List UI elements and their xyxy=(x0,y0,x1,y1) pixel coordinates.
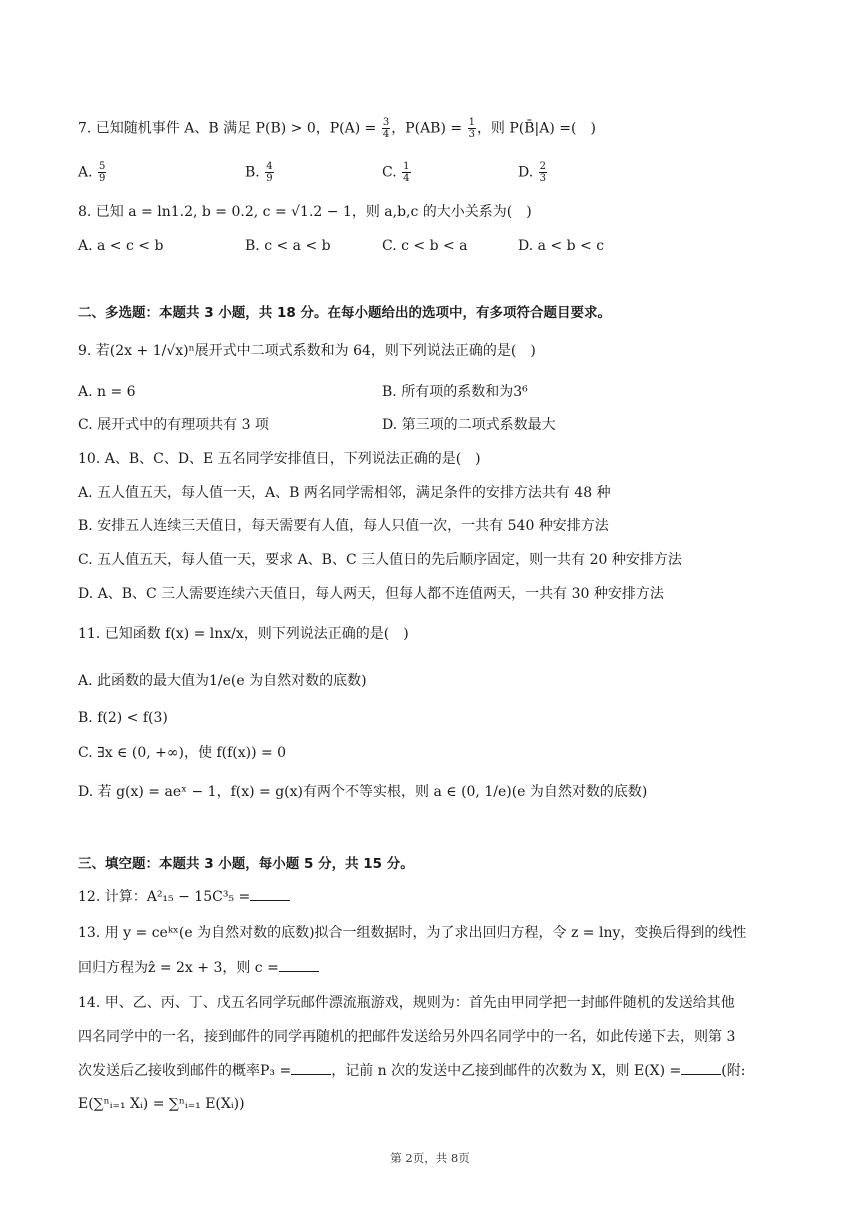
q14-text-c: (附: xyxy=(721,1063,746,1079)
q9-option-c: C. 展开式中的有理项共有 3 项 xyxy=(78,417,269,433)
q10-option-a: A. 五人值五天，每人值一天，A、B 两名同学需相邻，满足条件的安排方法共有 48 种 xyxy=(78,485,611,501)
frac-numerator: 2 xyxy=(539,161,547,172)
q13-answer-blank[interactable] xyxy=(279,957,319,972)
q11-option-b: B. f(2) < f(3) xyxy=(78,710,168,726)
q10-option-c: C. 五人值五天，每人值一天，要求 A、B、C 三人值日的先后顺序固定，则一共有 20 种安排方法 xyxy=(78,552,682,568)
frac-denominator: 3 xyxy=(468,129,475,140)
q7-option-d xyxy=(518,161,548,184)
section-2-title: 二、多选题：本题共 3 小题，共 18 分。在每小题给出的选项中，有多项符合题目要求。 xyxy=(78,305,611,321)
q14-answer-blank-1[interactable] xyxy=(291,1060,331,1075)
frac-numerator: 3 xyxy=(382,117,390,128)
option-frac xyxy=(265,161,273,184)
page-footer: 第 2页，共 8页 xyxy=(390,1151,470,1165)
q14-text-b: ，记前 n 次的发送中乙接到邮件的次数为 X，则 E(X) = xyxy=(331,1063,682,1079)
q14-line-2: 四名同学中的一名，接到邮件的同学再随机的把邮件发送给另外四名同学中的一名，如此传递下去，则第 3 xyxy=(78,1029,736,1045)
q14-line-1: 14. 甲、乙、丙、丁、戊五名同学玩邮件漂流瓶游戏，规则为：首先由甲同学把一封邮件随机的发送给其他 xyxy=(78,995,735,1011)
q8-option-b: B. c < a < b xyxy=(245,238,331,254)
q7-frac-2 xyxy=(468,117,476,140)
q13-text: 回归方程为ẑ = 2x + 3，则 c = xyxy=(78,960,279,976)
frac-numerator: 4 xyxy=(266,161,273,172)
q13-line-1: 13. 用 y = ceᵏˣ(e 为自然对数的底数)拟合一组数据时，为了求出回归方程，令 z = lny，变换后得到的线性 xyxy=(78,925,747,941)
q12-stem xyxy=(78,886,290,908)
q9-option-d: D. 第三项的二项式系数最大 xyxy=(382,417,556,433)
option-frac xyxy=(402,161,410,184)
frac-numerator: 1 xyxy=(403,161,410,172)
q9-stem: 9. 若(2x + 1/√x)ⁿ展开式中二项式系数和为 64，则下列说法正确的是( ) xyxy=(78,343,536,359)
option-label: A. xyxy=(78,164,98,181)
q8-stem: 8. 已知 a = ln1.2, b = 0.2, c = √1.2 − 1，则 a,b,c 的大小关系为( ) xyxy=(78,204,532,220)
q12-text: 12. 计算：A²₁₅ − 15C³₅ = xyxy=(78,889,251,905)
q11-option-a: A. 此函数的最大值为1/e(e 为自然对数的底数) xyxy=(78,673,367,689)
q14-text-a: 次发送后乙接收到邮件的概率P₃ = xyxy=(78,1063,292,1079)
frac-denominator: 4 xyxy=(382,129,390,140)
section-3-title: 三、填空题：本题共 3 小题，每小题 5 分，共 15 分。 xyxy=(78,856,414,872)
option-label: D. xyxy=(518,164,538,181)
q14-line-3 xyxy=(78,1060,745,1082)
q7-option-c xyxy=(382,161,412,184)
frac-denominator: 9 xyxy=(266,173,273,184)
q8-option-a: A. a < c < b xyxy=(78,238,164,254)
frac-numerator: 1 xyxy=(468,117,475,128)
q11-option-c: C. ∃x ∈ (0, +∞)，使 f(f(x)) = 0 xyxy=(78,745,287,761)
q12-answer-blank[interactable] xyxy=(250,886,290,901)
q7-frac-1 xyxy=(382,117,390,140)
q8-option-d: D. a < b < c xyxy=(518,238,605,254)
q7-stem-mid: ，P(AB) = xyxy=(391,120,467,137)
q7-option-b xyxy=(245,161,275,184)
frac-denominator: 4 xyxy=(403,173,410,184)
q7-option-a xyxy=(78,161,107,184)
option-frac xyxy=(539,161,547,184)
q7-stem xyxy=(78,117,596,140)
q11-option-d: D. 若 g(x) = aeˣ − 1，f(x) = g(x)有两个不等实根，则 a ∈ (0, 1/e)(e 为自然对数的底数) xyxy=(78,784,648,800)
frac-numerator: 5 xyxy=(99,161,106,172)
q14-answer-blank-2[interactable] xyxy=(681,1060,721,1075)
q7-stem-suffix: ，则 P(B̄|A) =( ) xyxy=(476,120,596,137)
option-label: C. xyxy=(382,164,402,181)
q13-line-2 xyxy=(78,957,319,979)
option-frac xyxy=(98,161,106,184)
q9-option-a: A. n = 6 xyxy=(78,384,136,400)
q14-line-4: E(∑ⁿᵢ₌₁ Xᵢ) = ∑ⁿᵢ₌₁ E(Xᵢ)) xyxy=(78,1096,245,1112)
frac-denominator: 9 xyxy=(99,173,106,184)
option-label: B. xyxy=(245,164,265,181)
q7-stem-prefix: 7. 已知随机事件 A、B 满足 P(B) > 0，P(A) = xyxy=(78,120,381,137)
q11-stem: 11. 已知函数 f(x) = lnx/x，则下列说法正确的是( ) xyxy=(78,626,409,642)
q10-stem: 10. A、B、C、D、E 五名同学安排值日，下列说法正确的是( ) xyxy=(78,451,481,467)
q10-option-b: B. 安排五人连续三天值日，每天需要有人值，每人只值一次，一共有 540 种安排方法 xyxy=(78,518,609,534)
q10-option-d: D. A、B、C 三人需要连续六天值日，每人两天，但每人都不连值两天，一共有 30 种安排方法 xyxy=(78,586,664,602)
frac-denominator: 3 xyxy=(539,173,547,184)
q8-option-c: C. c < b < a xyxy=(382,238,468,254)
q9-option-b: B. 所有项的系数和为3⁶ xyxy=(382,384,528,400)
